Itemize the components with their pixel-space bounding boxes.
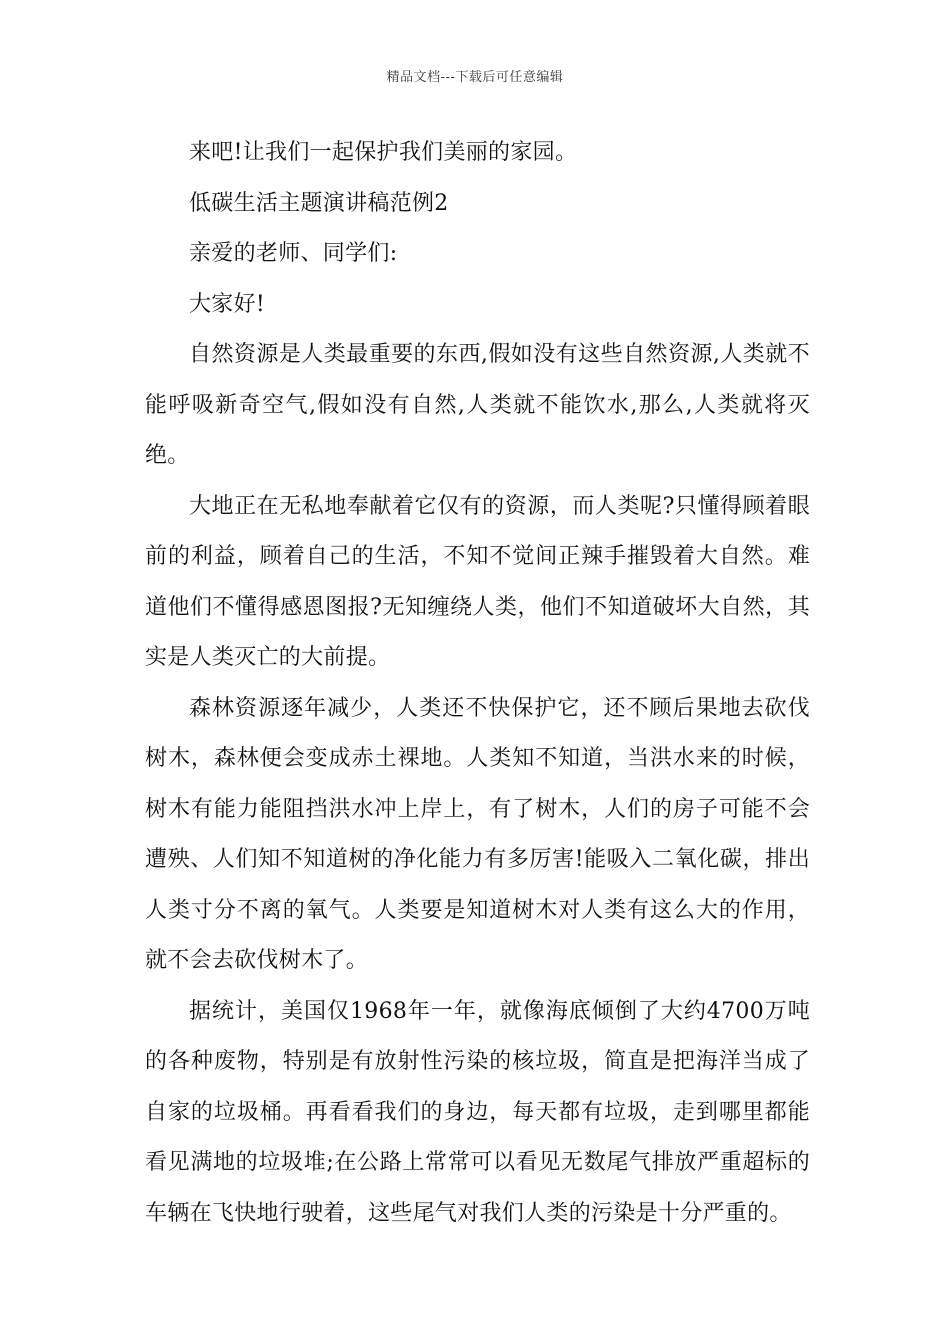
paragraph-forest-resources: 森林资源逐年减少，人类还不快保护它，还不顾后果地去砍伐树木，森林便会变成赤土裸地。人类知不知道，当洪水来的时候，树木有能力能阻挡洪水冲上岸上，有了树木，人们的房子可能不会遭殃、人们知不知道树的净化能力有多厉害!能吸入二氧化碳，排出人类寸分不离的氧气。人类要是知道树木对人类有这么大的作用，就不会去砍伐树木了。 [145,695,810,973]
speech-title: 低碳生活主题演讲稿范例2 [189,190,449,216]
page-header: 精品文档---下载后可任意编辑 [386,70,564,85]
greeting: 大家好! [189,291,266,317]
document-body [145,128,810,1239]
salutation: 亲爱的老师、同学们: [189,241,398,266]
paragraph-natural-resources: 自然资源是人类最重要的东西,假如没有这些自然资源,人类就不能呼吸新奇空气,假如没有自然,人类就不能饮水,那么,人类就将灭绝。 [145,342,810,468]
paragraph-earth-resources: 大地正在无私地奉献着它仅有的资源，而人类呢?只懂得顾着眼前的利益，顾着自己的生活，不知不觉间正辣手摧毁着大自然。难道他们不懂得感恩图报?无知缠绕人类，他们不知道破坏大自然，其实是人类灭亡的大前提。 [145,493,810,670]
paragraph-closing-call: 来吧!让我们一起保护我们美丽的家园。 [189,140,578,165]
paragraph-statistics: 据统计，美国仅1968年一年，就像海底倾倒了大约4700万吨的各种废物，特别是有放射性污染的核垃圾，简直是把海洋当成了自家的垃圾桶。再看看我们的身边，每天都有垃圾，走到哪里都能看见满地的垃圾堆;在公路上常常可以看见无数尾气排放严重超标的车辆在飞快地行驶着，这些尾气对我们人类的污染是十分严重的。 [145,998,810,1226]
